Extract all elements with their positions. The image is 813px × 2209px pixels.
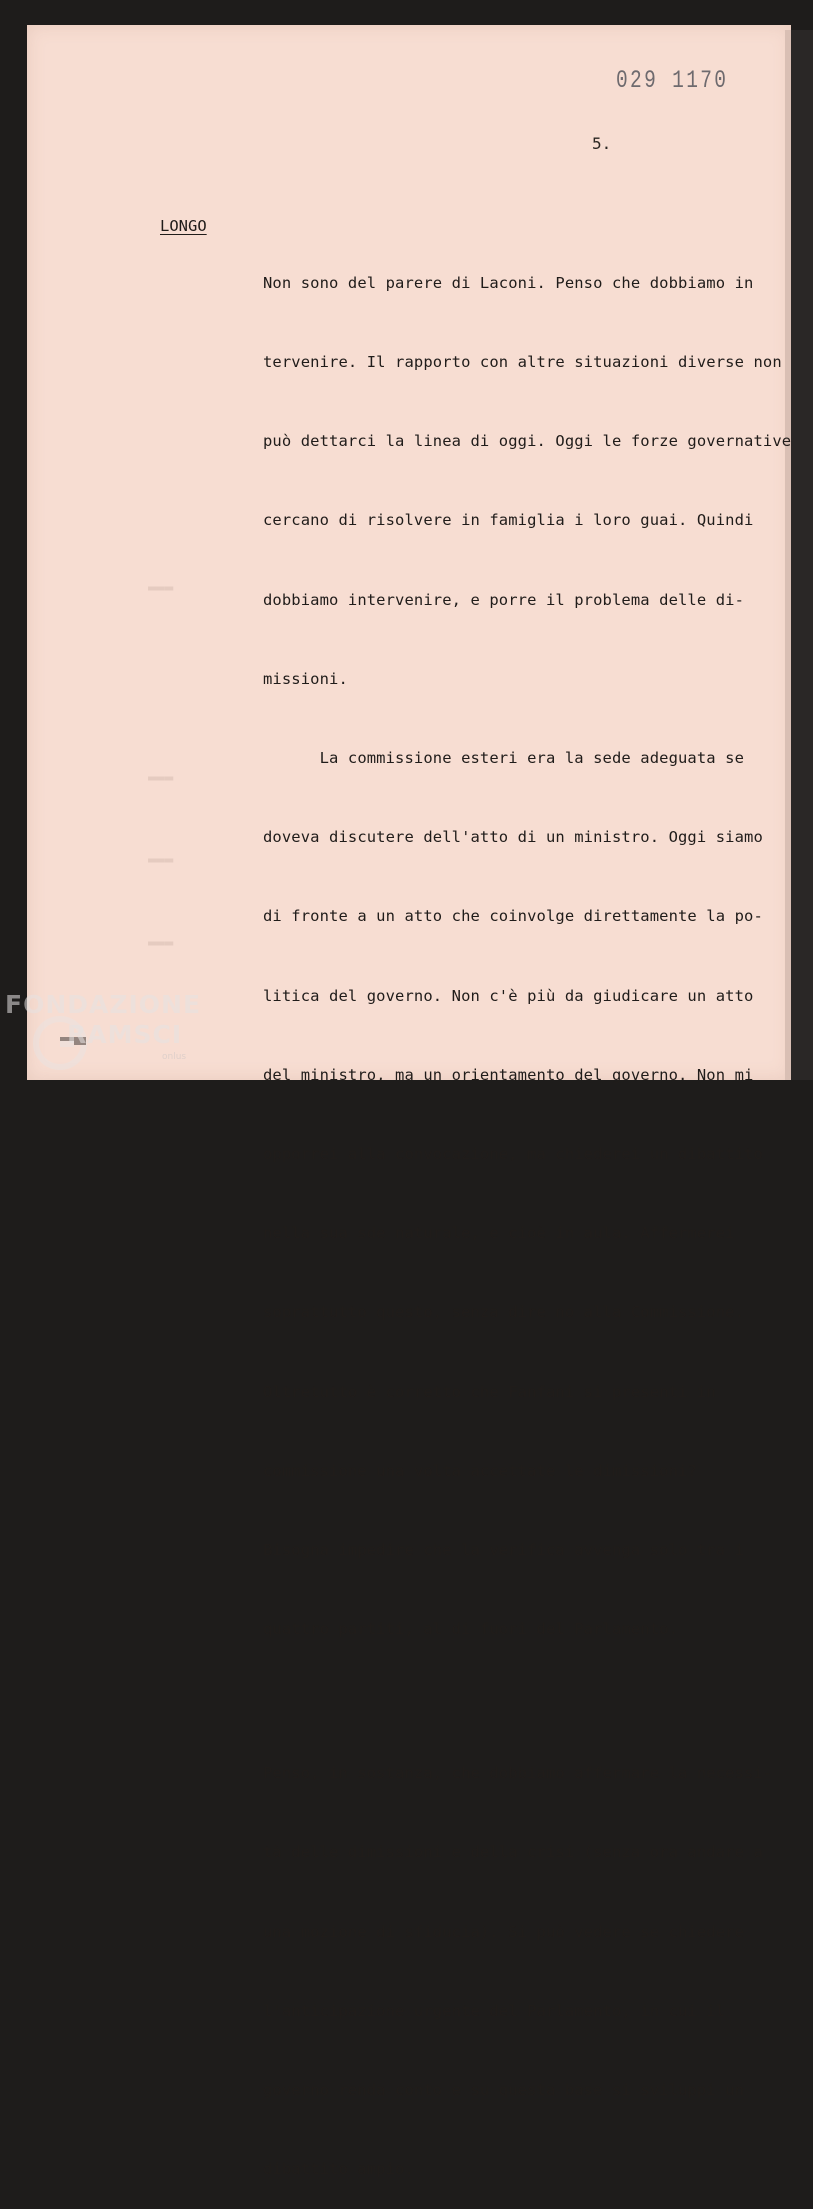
text-line: una mozione di sfiducia). Si può vedere se chiedere <box>263 1922 745 1941</box>
text-line: dibattito ampio. <box>263 2160 414 2179</box>
bleed-through-mark: ▬▬▬ <box>148 935 174 951</box>
text-line: tà delle dimissioni e della crisi (senza ora andare a <box>263 1843 763 1862</box>
text-line: Penso, in sostanza, che dobbiamo affermare la necessi- <box>263 1764 773 1783</box>
speaker-name: LONGO <box>160 217 207 235</box>
text-line: nella sua sde naturale, e cioè in aula. Affermerei <box>263 1224 735 1243</box>
text-line: governo renda conto e su questa base si sviluppi un <box>263 2081 745 2100</box>
text-line: missioni. <box>263 669 348 688</box>
watermark <box>5 990 201 1050</box>
text-line: La commissione esteri era la sede adeguata se <box>263 749 745 768</box>
bleed-through-mark: ▬▬▬ <box>148 580 174 596</box>
text-line: commissione una volta accettate le dimissioni? <box>263 1461 697 1480</box>
bleed-through-mark: ▬▬▬ <box>148 852 174 868</box>
text-line: Non sono del parere di Laconi. Penso che dobbiamo in <box>263 273 754 292</box>
text-line: del ministro, ma un orientamento del governo. Non mi <box>263 1065 754 1084</box>
paragraph-gap <box>263 1695 808 1707</box>
bleed-through-mark: ▬▬▬ <box>148 770 174 786</box>
text-line: quattro partiti, al di fuori del Parlamento. <box>263 1620 678 1639</box>
text-line: soprattutto questo, senza dire no alla Commissione. <box>263 1303 745 1322</box>
watermark-small: onlus <box>162 1052 187 1062</box>
archive-number: 029 1170 <box>616 66 729 95</box>
text-line: doveva discutere dell'atto di un ministro. Oggi siamo <box>263 828 763 847</box>
transcript-text <box>263 217 808 2209</box>
watermark-line2: RAMSCI <box>67 1020 183 1049</box>
page-number: 5. <box>592 134 612 153</box>
text-line: Oltretutto è corretto che Fanfani si presenti in <box>263 1382 716 1401</box>
text-line: tervenire. Il rapporto con altre situazioni diverse non <box>263 353 782 372</box>
text-line: Bisogna impedire che la verifica avvenga solo tra i <box>263 1541 745 1560</box>
text-line: può dettarci la linea di oggi. Oggi le forze governative <box>263 432 792 451</box>
watermark-line1: FONDAZIONE <box>5 990 202 1019</box>
text-line: dobbiamo intervenire, e porre il problema delle di- <box>263 590 745 609</box>
text-line: cercano di risolvere in famiglia i loro guai. Quindi <box>263 511 754 530</box>
text-line: l'anticipazione urgente del Parlamento, in cui il <box>263 2001 726 2020</box>
text-line: di fronte a un atto che coinvolge direttamente la po- <box>263 907 763 926</box>
text-line: litica del governo. Non c'è più da giudicare un atto <box>263 986 754 1005</box>
text-line: opporrei alla convocazione, ma chiederei un dibattito <box>263 1145 763 1164</box>
